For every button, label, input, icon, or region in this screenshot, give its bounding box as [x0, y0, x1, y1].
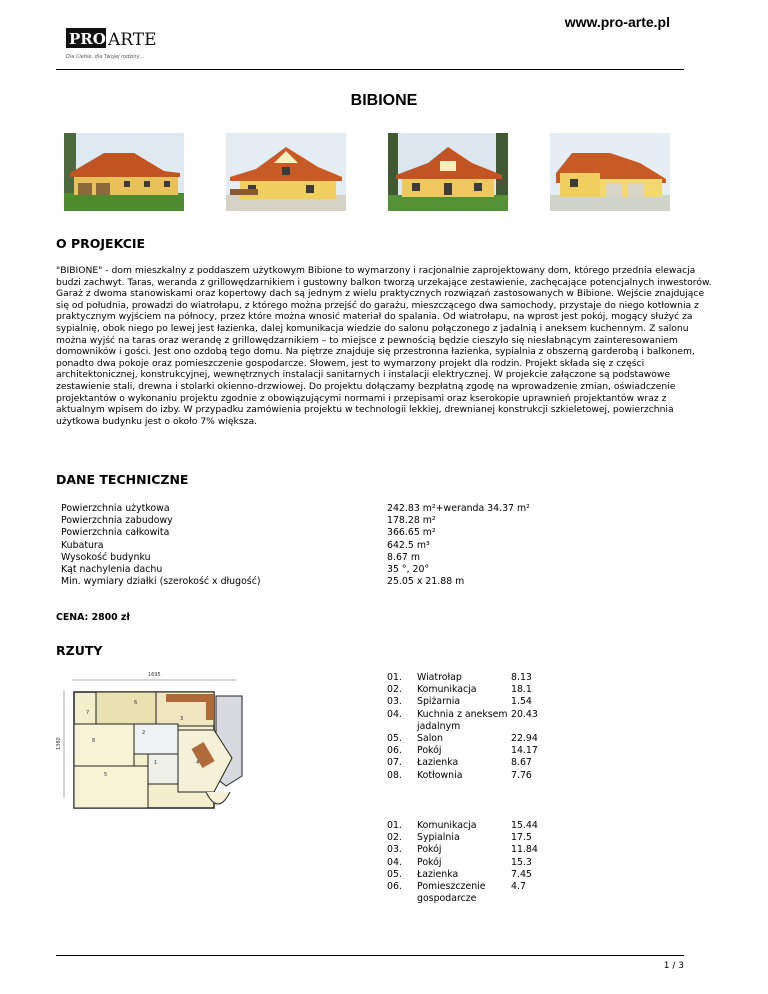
- room-area: 11.84: [511, 844, 538, 856]
- room-number: 06.: [387, 881, 402, 893]
- tech-labels: [61, 503, 261, 588]
- room-area: 7.76: [511, 769, 532, 781]
- room-area: 8.13: [511, 672, 532, 683]
- svg-text:8: 8: [92, 738, 96, 744]
- room-number: 03.: [387, 844, 402, 856]
- tech-value: 178.28 m²: [387, 515, 436, 527]
- room-number: 06.: [387, 745, 402, 757]
- tech-values: [387, 503, 530, 588]
- room-row: [387, 672, 561, 684]
- svg-text:1: 1: [154, 760, 158, 766]
- room-area: 1.54: [511, 696, 532, 708]
- room-number: 07.: [387, 757, 402, 769]
- ground-floor-plan: [56, 668, 266, 810]
- room-number: 01.: [387, 672, 402, 683]
- room-row: [387, 696, 561, 708]
- tech-value: 366.65 m²: [387, 527, 436, 539]
- room-name: Łazienka: [417, 757, 459, 769]
- upper-floor-rooms: [387, 820, 561, 905]
- room-number: 01.: [387, 820, 402, 831]
- room-number: 05.: [387, 733, 402, 745]
- room-area: 22.94: [511, 733, 538, 745]
- about-heading: O PROJEKCIE: [56, 236, 146, 251]
- room-row: [387, 684, 561, 696]
- site-url[interactable]: www.pro-arte.pl: [564, 14, 670, 30]
- tech-value: 8.67 m: [387, 551, 420, 563]
- room-number: 04.: [387, 708, 402, 720]
- page-title: BIBIONE: [350, 92, 418, 109]
- tech-heading: DANE TECHNICZNE: [56, 472, 189, 487]
- plans-section: [56, 643, 102, 658]
- price: CENA: 2800 zł: [56, 612, 130, 623]
- room-number: 05.: [387, 868, 402, 880]
- plan-width-dimension: 1695: [148, 672, 161, 678]
- room-row: [387, 757, 561, 769]
- plan-height-dimension: 1380: [56, 737, 62, 750]
- svg-text:ARTE: ARTE: [108, 30, 157, 50]
- room-number: 08.: [387, 769, 402, 781]
- page-number: 1 / 3: [663, 961, 684, 971]
- svg-text:2: 2: [142, 730, 146, 736]
- tech-value: 642.5 m³: [387, 539, 430, 551]
- tech-section: [56, 472, 188, 487]
- house-render-terrace: [226, 133, 346, 211]
- room-row: [387, 820, 561, 832]
- tech-label: Min. wymiary działki (szerokość x długość): [61, 576, 261, 588]
- room-name: Sypialnia: [417, 832, 460, 844]
- room-row: [387, 844, 561, 856]
- room-name: Komunikacja: [417, 820, 477, 831]
- tech-label: Kąt nachylenia dachu: [61, 564, 163, 576]
- tech-value: 242.83 m²+weranda 34.37 m²: [387, 503, 530, 514]
- svg-text:7: 7: [86, 710, 90, 716]
- room-number: 02.: [387, 832, 402, 844]
- footer-divider: [56, 955, 684, 956]
- room-area: 15.3: [511, 856, 532, 868]
- tech-label: Powierzchnia zabudowy: [61, 515, 173, 527]
- about-section: [56, 236, 145, 251]
- room-name: Kotłownia: [417, 769, 463, 781]
- room-row: [387, 733, 561, 745]
- svg-text:PRO: PRO: [69, 30, 106, 48]
- house-render-garden: [388, 133, 508, 211]
- tech-label: Kubatura: [61, 539, 104, 551]
- room-number: 04.: [387, 856, 402, 868]
- room-name: Komunikacja: [417, 684, 477, 696]
- svg-text:5: 5: [104, 772, 108, 778]
- house-render-side: [550, 133, 670, 211]
- house-render-front: [64, 133, 184, 211]
- plans-heading: RZUTY: [56, 643, 103, 658]
- room-area: 18.1: [511, 684, 532, 696]
- room-row: [387, 857, 561, 869]
- room-number: 03.: [387, 696, 402, 708]
- room-area: 8.67: [511, 757, 532, 769]
- tech-label: Wysokość budynku: [61, 551, 151, 563]
- about-text: "BIBIONE" - dom mieszkalny z poddaszem użytkowym Bibione to wymarzony i racjonalnie zaprojektowany dom, którego przednia elewacja budzi zachwyt. Taras, weranda z grillowędzarnikiem i gustowny balkon tworzą urzekające zestawienie, zachęcające potencjalnych inwestorów. Garaż z dwoma stanowiskami oraz kopertowy dach są jednym z wielu praktycznych rozwiązań zastosowanych w Bibione. Wejście znajdujące się od południa, prowadzi do wiatrołapu, z którego można przejść do garażu, mieszczącego dwa samochody, przystaje do niego kotłownia z praktycznym wyjściem na północy, przez które można wnosić materiał do spalania. Od wiatrołapu, na wprost jest pokój, mogący służyć za sypialnię, obok niego po lewej jest łazienka, dalej komunikacja wiedzie do salonu połączonego z jadalnią i aneksem kuchennym. Z salonu można wyjść na taras oraz werandę z grillowędzarnikiem – to miejsce z pewnością będzie cieszyło się niesłabnącym zainteresowaniem domowników i gości. Jest ono ozdobą tego domu. Na piętrze znajduje się przestronna łazienka, sypialnia z obszerną garderobą i balkonem, ponadto dwa pokoje oraz pomieszczenie gospodarcze. Słowem, jest to wymarzony projekt dla rodzin. Projekt składa się z części architektonicznej, konstrukcyjnej, wewnętrznych instalacji sanitarnych i instalacji elektrycznej. W projekcie załączone są podstawowe zestawienie stali, drewna i stolarki okienno-drzwiowej. Do projektu dołączamy bezpłatną zgodę na wprowadzenie zmian, oświadczenie projektantów o wykonaniu projektu zgodnie z obowiązującymi normami i przepisami oraz kserokopie uprawnień projektantów wraz z aktualnym wpisem do izby. W przypadku zamówienia projektu w technologii lekkiej, drewnianej konstrukcji szkieletowej, powierzchnia użytkowa budynku jest o około 7% większa.: [56, 265, 712, 427]
- room-row: [387, 745, 561, 757]
- room-row: [387, 881, 561, 905]
- svg-text:4: 4: [196, 760, 200, 766]
- room-row: [387, 832, 561, 844]
- room-name: Pokój: [417, 856, 442, 868]
- room-name: Łazienka: [417, 868, 459, 880]
- room-name: Pomieszczenie gospodarcze: [417, 881, 486, 905]
- svg-text:6: 6: [134, 700, 138, 706]
- svg-text:3: 3: [180, 716, 184, 722]
- room-area: 4.7: [511, 881, 526, 893]
- room-name: Kuchnia z aneksem jadalnym: [417, 708, 508, 732]
- room-number: 02.: [387, 684, 402, 696]
- tech-label: Powierzchnia użytkowa: [61, 503, 170, 514]
- header-divider: [56, 69, 684, 70]
- room-row: [387, 770, 561, 782]
- tech-value: 35 °, 20°: [387, 564, 430, 576]
- room-name: Pokój: [417, 844, 442, 856]
- room-name: Spiżarnia: [417, 696, 461, 708]
- room-area: 7.45: [511, 868, 532, 880]
- room-name: Wiatrołap: [417, 672, 462, 683]
- room-area: 17.5: [511, 832, 532, 844]
- ground-floor-rooms: [387, 672, 561, 782]
- tagline: Dla Ciebie, dla Twojej rodziny...: [66, 54, 144, 60]
- room-name: Pokój: [417, 745, 442, 757]
- room-area: 15.44: [511, 820, 538, 831]
- room-row: [387, 869, 561, 881]
- room-area: 20.43: [511, 708, 538, 720]
- tech-value: 25.05 x 21.88 m: [387, 576, 465, 588]
- room-name: Salon: [417, 733, 443, 745]
- room-area: 14.17: [511, 745, 538, 757]
- tech-label: Powierzchnia całkowita: [61, 527, 170, 539]
- room-row: [387, 709, 561, 733]
